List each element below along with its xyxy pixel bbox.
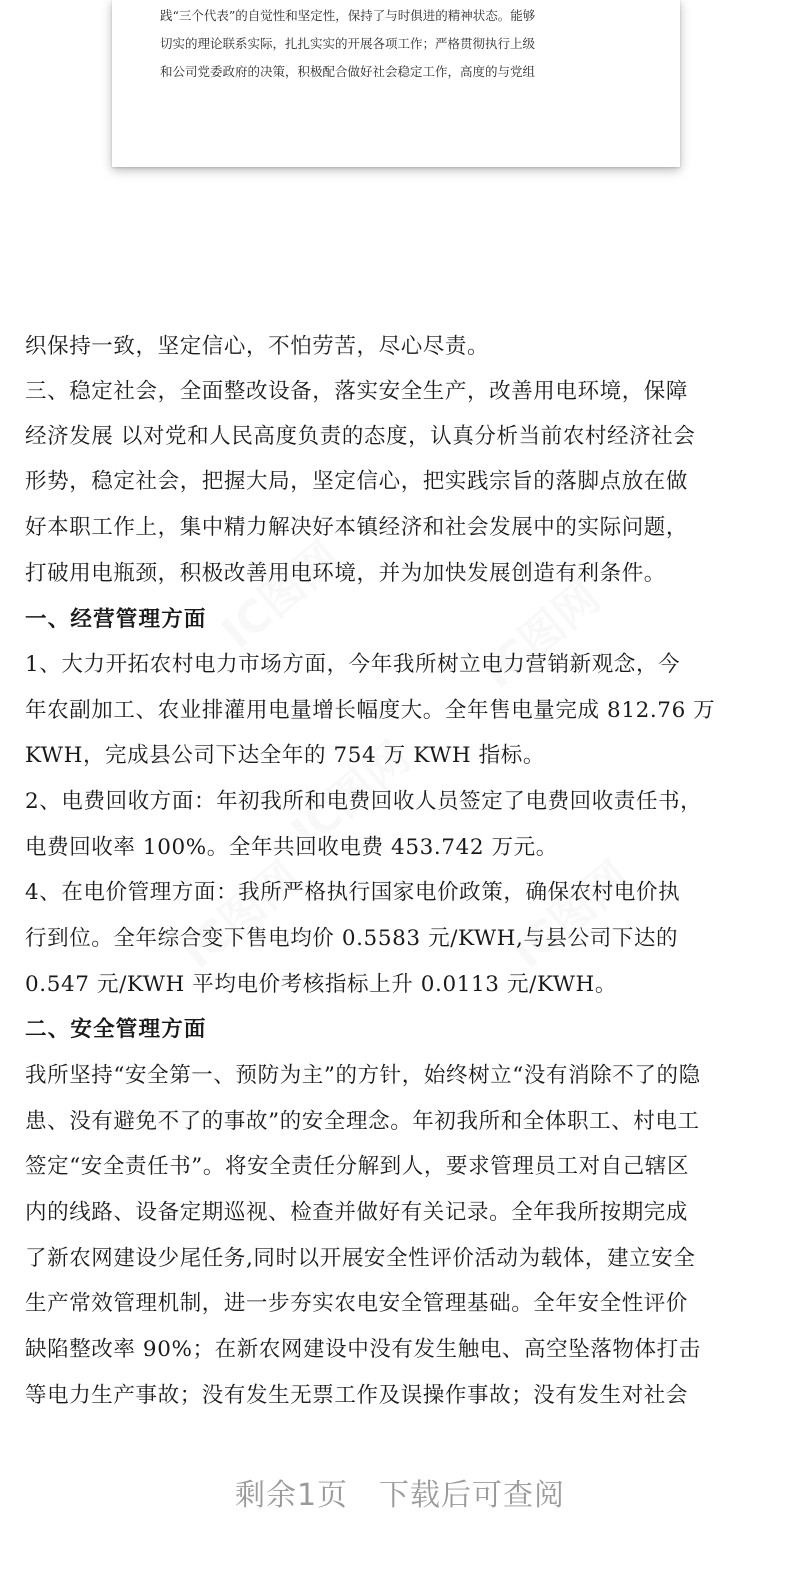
watermark: IC图网 [172, 851, 310, 979]
watermark: IC图网 [282, 731, 420, 859]
body-text-line: 打破用电瓶颈，积极改善用电环境，并为加快发展创造有利条件。 [25, 561, 666, 586]
preview-line: 践“三个代表”的自觉性和坚定性，保持了与时俱进的精神状态。能够 [160, 8, 536, 23]
section-heading: 一、经营管理方面 [25, 607, 207, 632]
body-text-line: 等电力生产事故；没有发生无票工作及误操作事故；没有发生对社会 [25, 1383, 689, 1408]
body-text-line: 行到位。全年综合变下售电均价 0.5583 元/KWH,与县公司下达的 [25, 926, 679, 951]
watermark: IC图网 [212, 531, 350, 659]
body-text-line: 患、没有避免不了的事故”的安全理念。年初我所和全体职工、村电工 [25, 1109, 700, 1134]
body-text-line: 了新农网建设少尾任务,同时以开展安全性评价活动为载体，建立安全 [25, 1246, 696, 1271]
body-text-line: 形势，稳定社会，把握大局，坚定信心，把实践宗旨的落脚点放在做 [25, 469, 689, 494]
watermark: IC图网 [472, 571, 610, 699]
body-text-line: KWH，完成县公司下达全年的 754 万 KWH 指标。 [25, 743, 545, 768]
body-text-line: 电费回收率 100%。全年共回收电费 453.742 万元。 [25, 835, 558, 860]
body-text-line: 经济发展 以对党和人民高度负责的态度，认真分析当前农村经济社会 [25, 424, 696, 449]
body-text-line: 内的线路、设备定期巡视、检查并做好有关记录。全年我所按期完成 [25, 1200, 689, 1225]
previous-page-preview [112, 0, 680, 167]
preview-line: 切实的理论联系实际，扎扎实实的开展各项工作；严格贯彻执行上级 [160, 36, 536, 51]
body-text-line: 好本职工作上，集中精力解决好本镇经济和社会发展中的实际问题， [25, 515, 689, 540]
body-text-line: 签定“安全责任书”。将安全责任分解到人，要求管理员工对自己辖区 [25, 1154, 690, 1179]
body-text-line: 2、电费回收方面：年初我所和电费回收人员签定了电费回收责任书， [25, 789, 703, 814]
body-text-line: 缺陷整改率 90%；在新农网建设中没有发生触电、高空坠落物体打击 [25, 1337, 701, 1362]
remaining-pages-notice[interactable]: 剩余1页 下载后可查阅 [234, 1478, 566, 1513]
preview-line: 和公司党委政府的决策，积极配合做好社会稳定工作，高度的与党组 [160, 64, 536, 79]
body-text-line: 织保持一致，坚定信心，不怕劳苦，尽心尽责。 [25, 334, 490, 359]
body-text-line: 4、在电价管理方面：我所严格执行国家电价政策，确保农村电价执 [25, 880, 681, 905]
body-text-line: 0.547 元/KWH 平均电价考核指标上升 0.0113 元/KWH。 [25, 972, 617, 997]
body-text-line: 生产常效管理机制，进一步夯实农电安全管理基础。全年安全性评价 [25, 1291, 689, 1316]
body-text-line: 年农副加工、农业排灌用电量增长幅度大。全年售电量完成 812.76 万 [25, 698, 716, 723]
section-heading: 二、安全管理方面 [25, 1017, 207, 1042]
body-text-line: 1、大力开拓农村电力市场方面，今年我所树立电力营销新观念，今 [25, 652, 681, 677]
watermark: IC图网 [502, 851, 640, 979]
body-text-line: 我所坚持“安全第一、预防为主”的方针，始终树立“没有消除不了的隐 [25, 1063, 701, 1088]
body-text-line: 三、稳定社会，全面整改设备，落实安全生产，改善用电环境，保障 [25, 379, 689, 404]
